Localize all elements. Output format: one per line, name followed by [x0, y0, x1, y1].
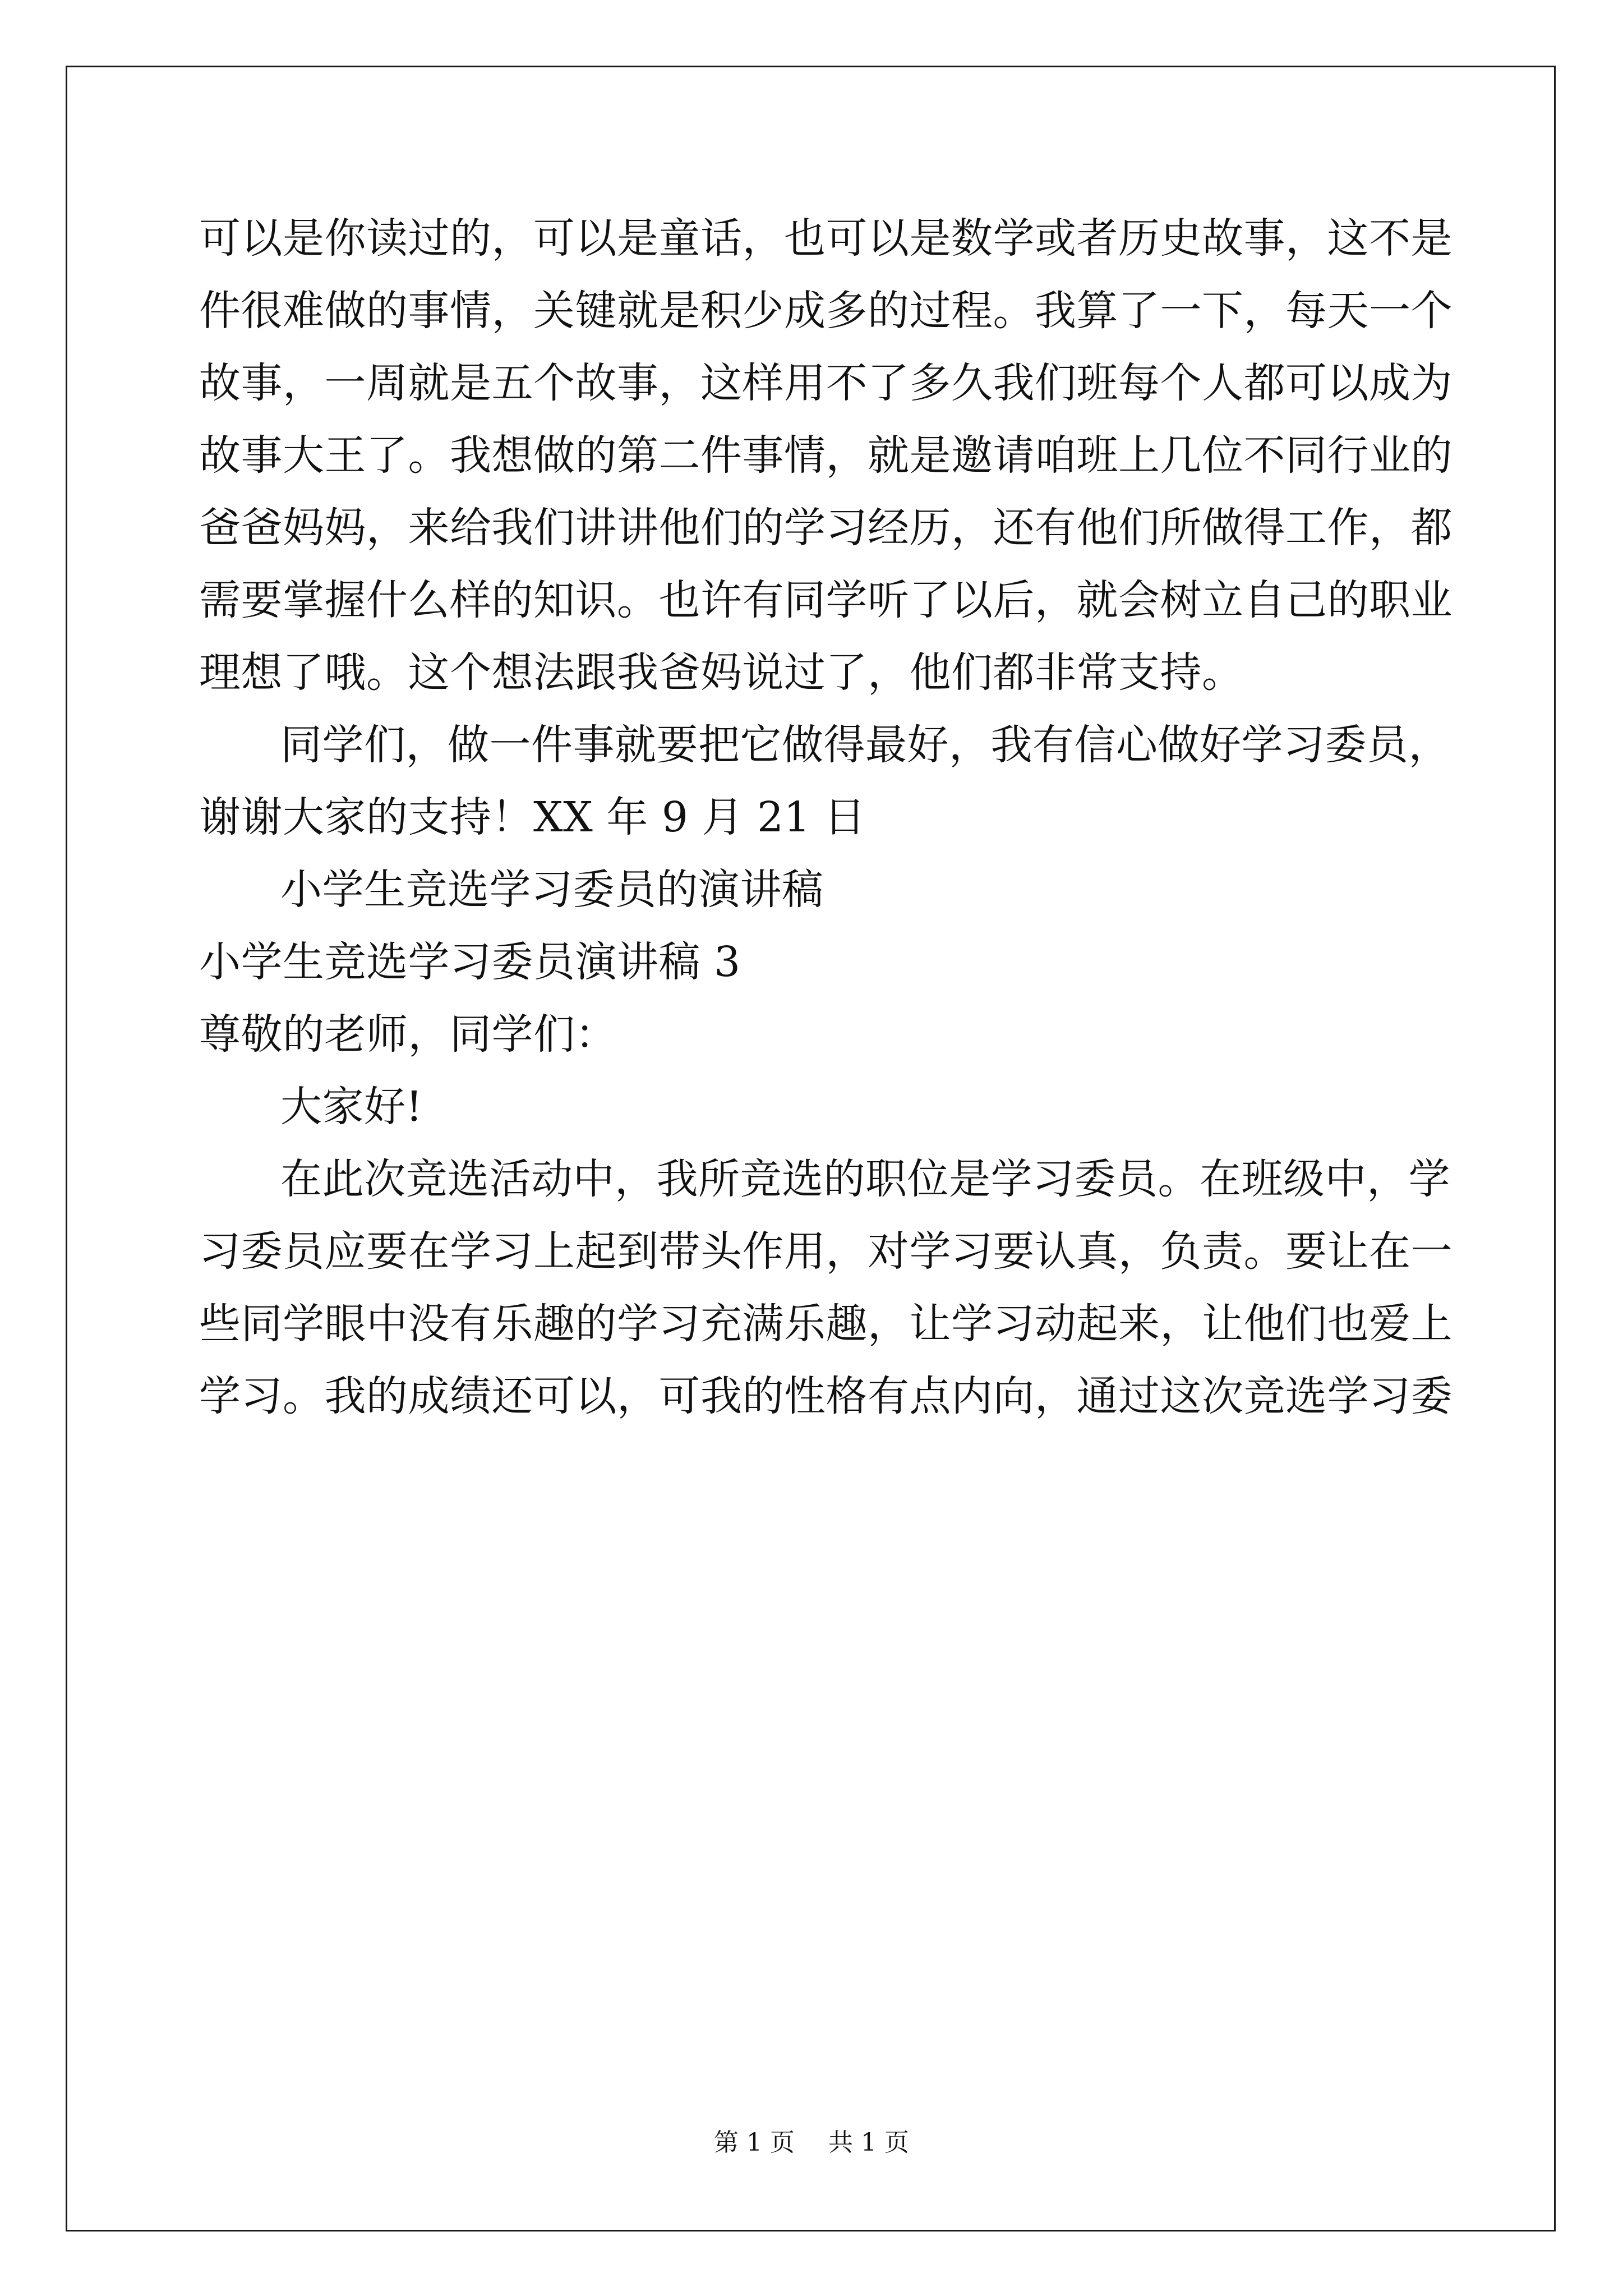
- text-line: 爸爸妈妈，来给我们讲讲他们的学习经历，还有他们所做得工作，都: [199, 504, 1453, 552]
- text-line: 故事，一周就是五个故事，这样用不了多久我们班每个人都可以成为: [199, 359, 1453, 407]
- page-total: 共 1 页: [828, 2128, 909, 2157]
- page-footer: [0, 2126, 1623, 2160]
- greeting: 大家好!: [280, 1083, 423, 1131]
- paragraph-start-line: 同学们，做一件事就要把它做得最好，我有信心做好学习委员，: [280, 721, 1450, 769]
- salutation: 尊敬的老师，同学们：: [199, 1010, 617, 1059]
- paragraph-start-line: 在此次竞选活动中，我所竞选的职位是学习委员。在班级中，学: [280, 1155, 1450, 1203]
- text-line: 谢谢大家的支持！XX 年 9 月 21 日: [199, 793, 866, 841]
- text-line: 些同学眼中没有乐趣的学习充满乐趣，让学习动起来，让他们也爱上: [199, 1300, 1453, 1348]
- section-title: 小学生竞选学习委员的演讲稿: [280, 866, 824, 914]
- page-number: 第 1 页: [714, 2128, 795, 2157]
- speech-title: 小学生竞选学习委员演讲稿 3: [199, 938, 741, 986]
- text-line: 需要掌握什么样的知识。也许有同学听了以后，就会树立自己的职业: [199, 576, 1453, 624]
- text-line: 故事大王了。我想做的第二件事情，就是邀请咱班上几位不同行业的: [199, 431, 1453, 480]
- text-line: 可以是你读过的，可以是童话，也可以是数学或者历史故事，这不是: [199, 214, 1453, 263]
- text-line: 理想了哦。这个想法跟我爸妈说过了，他们都非常支持。: [199, 648, 1244, 697]
- text-line: 学习。我的成绩还可以，可我的性格有点内向，通过这次竞选学习委: [199, 1372, 1453, 1420]
- text-line: 件很难做的事情，关键就是积少成多的过程。我算了一下，每天一个: [199, 287, 1453, 335]
- text-line: 习委员应要在学习上起到带头作用，对学习要认真，负责。要让在一: [199, 1227, 1453, 1276]
